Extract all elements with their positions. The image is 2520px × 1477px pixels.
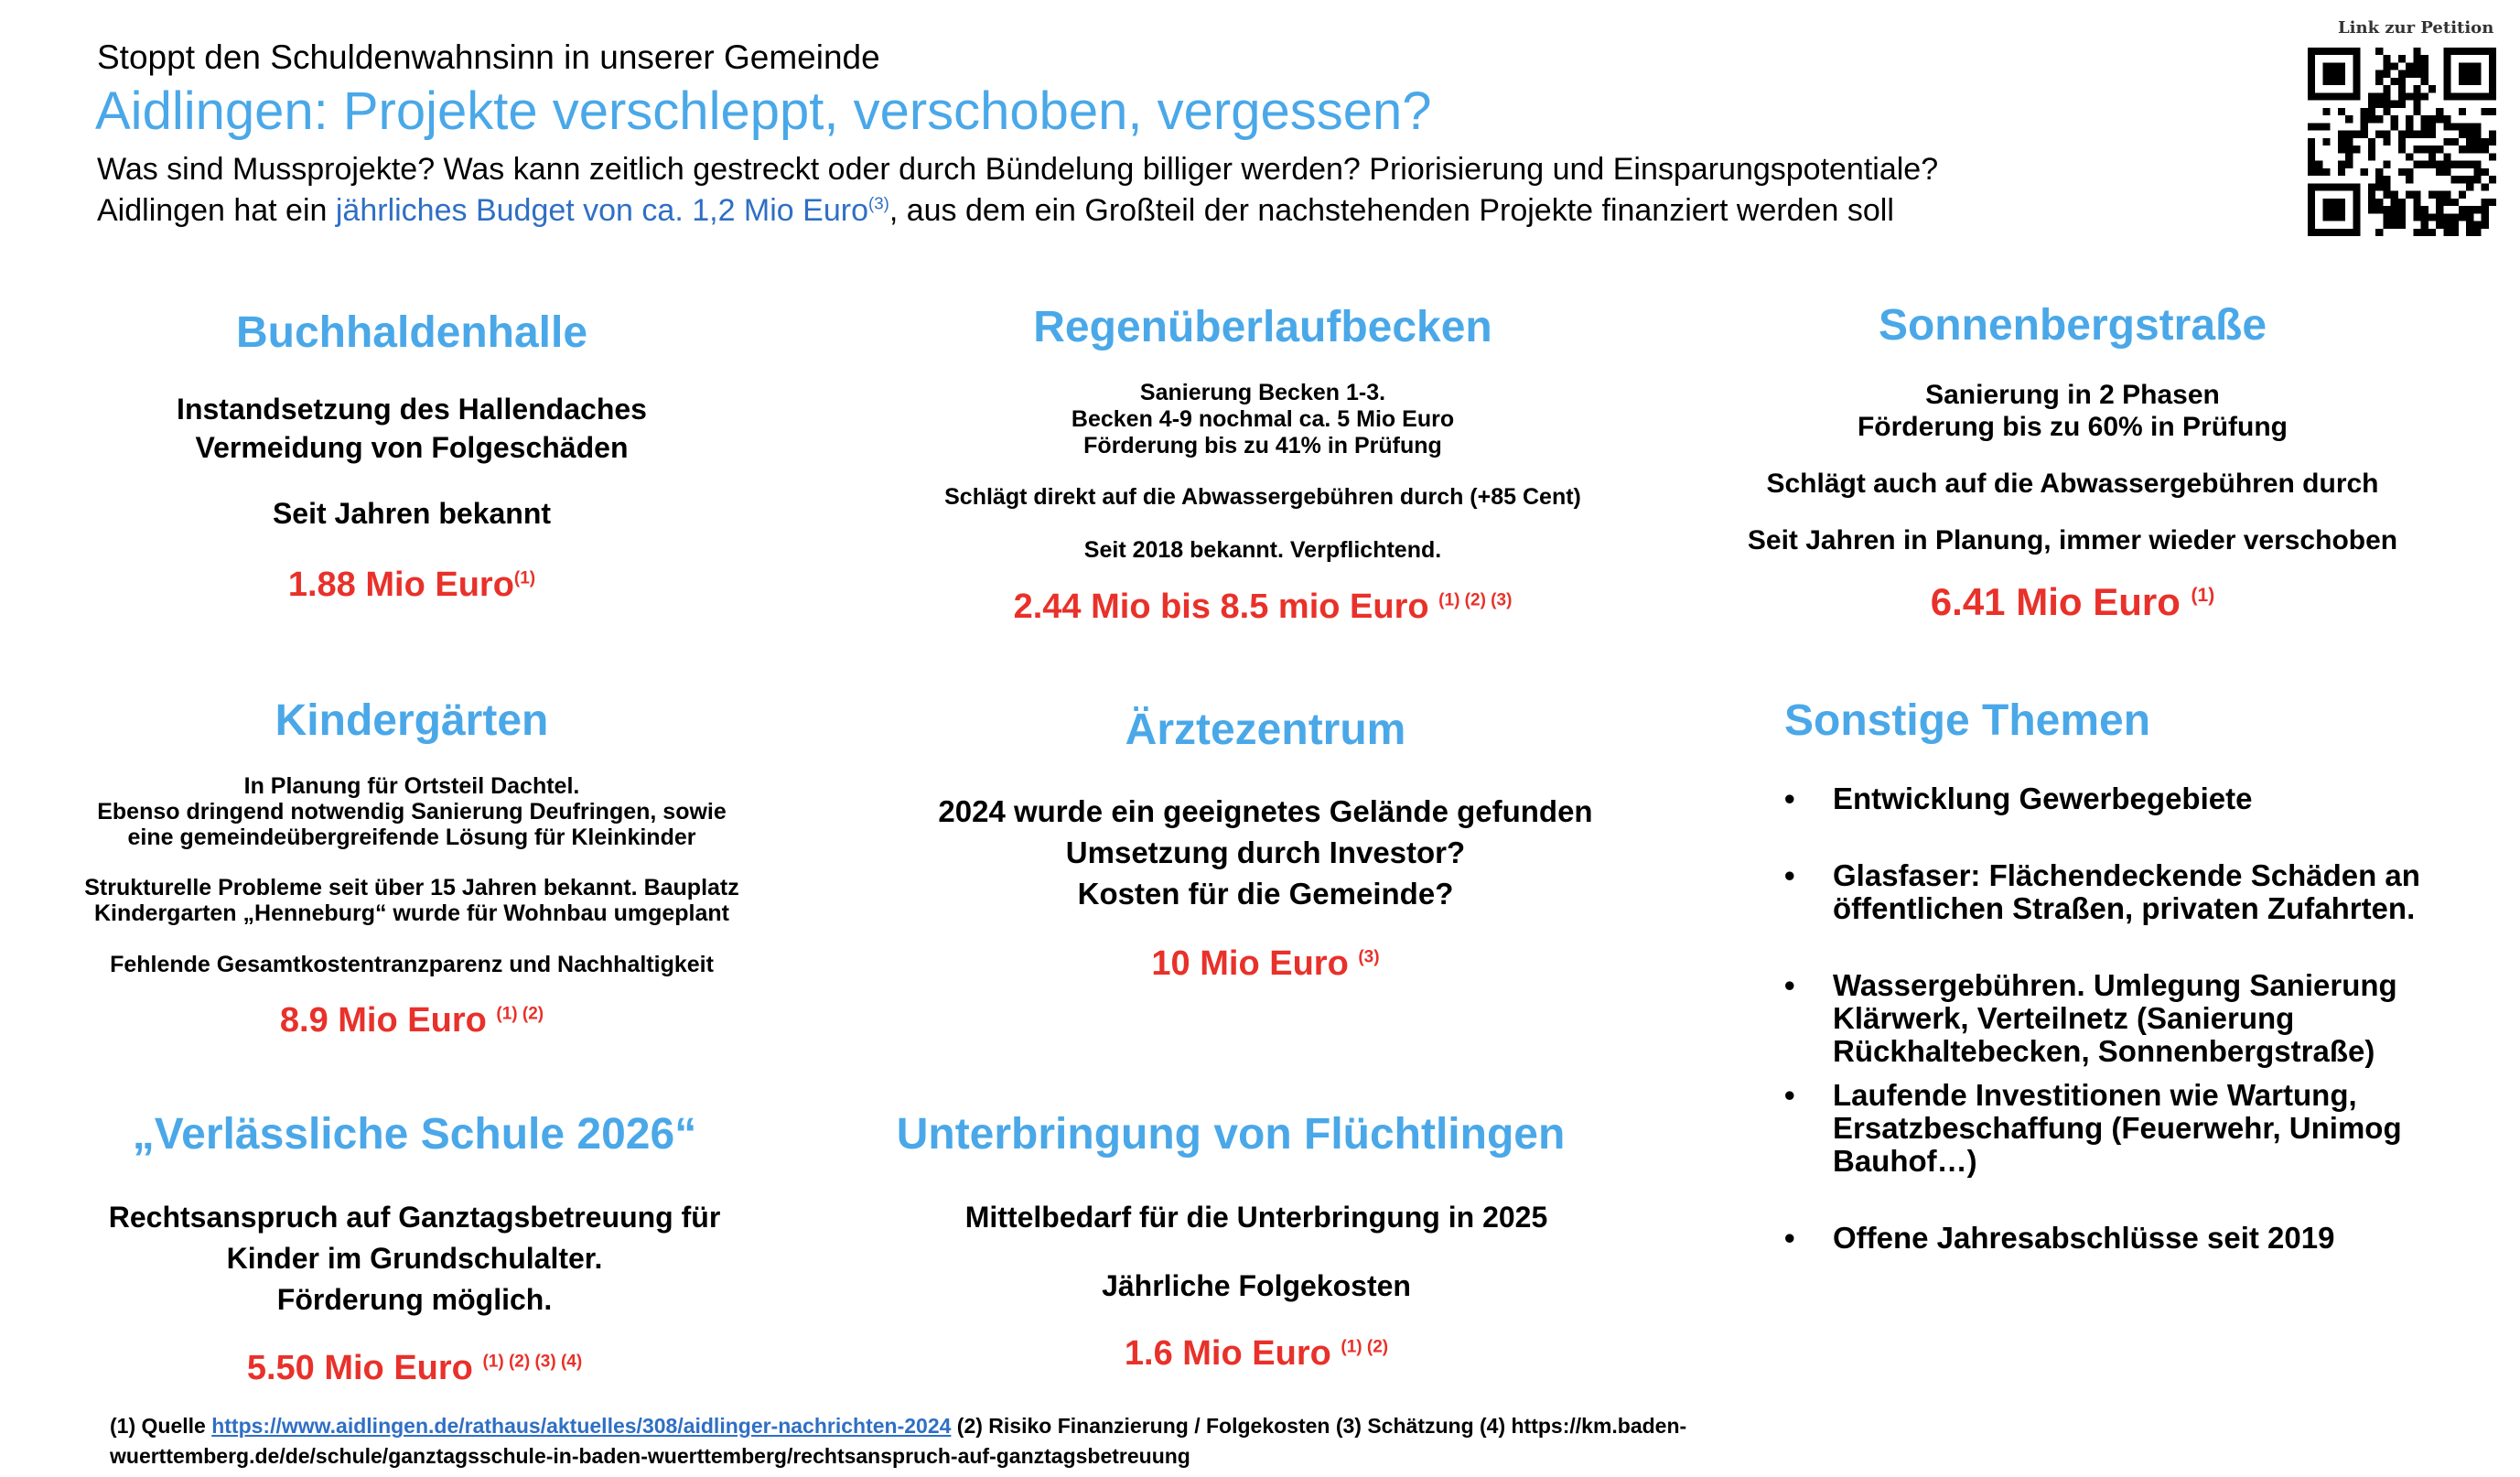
desc-line: Instandsetzung des Hallendaches <box>177 393 647 426</box>
cost-aerzte <box>1151 944 1379 984</box>
regen-desc <box>944 380 1581 564</box>
budget-highlight <box>336 193 889 228</box>
heading-aerztezentrum: Ärztezentrum <box>1125 706 1406 754</box>
desc-line: Becken 4-9 nochmal ca. 5 Mio Euro <box>1071 406 1455 432</box>
qr-code-icon[interactable] <box>2308 48 2496 236</box>
desc-line: Jährliche Folgekosten <box>1102 1269 1411 1302</box>
page-title: Aidlingen: Projekte verschleppt, verschoben, vergessen? <box>95 81 1432 141</box>
questions: Was sind Mussprojekte? Was kann zeitlich gestreckt oder durch Bündelung billiger werden? Priorisierung und Einsparungspotentiale? <box>97 152 1939 187</box>
desc-line: In Planung für Ortsteil Dachtel. <box>243 773 580 799</box>
desc-line: Rechtsanspruch auf Ganztagsbetreuung für <box>108 1201 721 1234</box>
desc-line: Förderung möglich. <box>276 1283 553 1316</box>
desc-line: Förderung bis zu 60% in Prüfung <box>1857 412 2288 442</box>
cost-sonnen <box>1931 580 2214 624</box>
cost-fluecht <box>1125 1334 1388 1374</box>
desc-line: eine gemeindeübergreifende Lösung für Kleinkinder <box>127 825 696 850</box>
footnote-pre: (1) Quelle <box>110 1414 212 1438</box>
cost-value: 5.50 Mio Euro <box>246 1349 473 1387</box>
source-link[interactable]: https://www.aidlingen.de/rathaus/aktuelles/308/aidlinger-nachrichten-2024 <box>211 1414 952 1438</box>
list-item: • Offene Jahresabschlüsse seit 2019 <box>1784 1222 2473 1255</box>
budget-line <box>97 193 1894 229</box>
heading-unterbringung: Unterbringung von Flüchtlingen <box>896 1110 1566 1159</box>
footnote-post: (2) Risiko Finanzierung / Folgekosten (3) Schätzung (4) https://km.baden-wuerttemberg.de/de/schule/ganztagsschule-in-baden-wuerttemberg/rechtsanspruch-auf-ganztagsbetreuung <box>110 1414 1687 1468</box>
cost-value: 1.88 Mio Euro <box>287 566 514 604</box>
cost-regen <box>1014 588 1513 627</box>
budget-highlight-text: jährliches Budget von ca. 1,2 Mio Euro <box>335 193 868 228</box>
kiga-desc <box>84 773 739 977</box>
cost-value: 6.41 Mio Euro <box>1930 580 2181 623</box>
list-item: • Laufende Investitionen wie Wartung, Ersatzbeschaffung (Feuerwehr, Unimog Bauhof…) <box>1784 1079 2473 1178</box>
footnotes <box>110 1411 1848 1472</box>
desc-line: Schlägt auch auf die Abwassergebühren durch <box>1766 469 2379 499</box>
desc-line: Umsetzung durch Investor? <box>1065 836 1466 869</box>
aerzte-desc <box>938 791 1592 914</box>
cost-value: 8.9 Mio Euro <box>279 1001 487 1040</box>
heading-verlaessliche-schule: „Verlässliche Schule 2026“ <box>132 1110 697 1159</box>
desc-line: Ebenso dringend notwendig Sanierung Deufringen, sowie <box>97 799 727 825</box>
desc-line: Kindergarten „Henneburg“ wurde für Wohnbau umgeplant <box>94 900 729 926</box>
cost-buchhaldenhalle <box>288 566 535 605</box>
heading-buchhaldenhalle: Buchhaldenhalle <box>235 308 588 357</box>
heading-sonstige-themen: Sonstige Themen <box>1784 696 2151 745</box>
desc-line: Strukturelle Probleme seit über 15 Jahren bekannt. Bauplatz <box>84 875 739 900</box>
list-item: • Entwicklung Gewerbegebiete <box>1784 782 2473 815</box>
budget-post: , aus dem ein Großteil der nachstehenden Projekte finanziert werden soll <box>888 193 1894 228</box>
desc-line: Sanierung in 2 Phasen <box>1925 380 2220 410</box>
list-item: • Glasfaser: Flächendeckende Schäden an öffentlichen Straßen, privaten Zufahrten. <box>1784 859 2473 925</box>
desc-line: Seit Jahren bekannt <box>272 497 552 530</box>
desc-line: Vermeidung von Folgeschäden <box>195 431 629 464</box>
cost-refs: (3) <box>1358 947 1380 967</box>
heading-kindergaerten: Kindergärten <box>275 696 549 745</box>
qr-label: Link zur Petition <box>2338 18 2494 38</box>
desc-line: Seit 2018 bekannt. Verpflichtend. <box>1083 537 1442 563</box>
budget-pre: Aidlingen hat ein <box>97 193 336 228</box>
cost-value: 2.44 Mio bis 8.5 mio Euro <box>1013 588 1429 626</box>
cost-refs: (1) (2) <box>1341 1337 1389 1357</box>
heading-regenueberlaufbecken: Regenüberlaufbecken <box>1033 303 1492 351</box>
cost-refs: (1) <box>2191 585 2215 606</box>
list-item: • Wassergebühren. Umlegung Sanierung Klärwerk, Verteilnetz (Sanierung Rückhaltebecken, Sonnenbergstraße) <box>1784 969 2473 1068</box>
cost-value: 1.6 Mio Euro <box>1124 1334 1331 1373</box>
cost-kiga <box>280 1001 544 1040</box>
cost-value: 10 Mio Euro <box>1151 944 1349 983</box>
heading-sonnenbergstrasse: Sonnenbergstraße <box>1878 301 2267 350</box>
themes-list <box>1784 782 2473 1255</box>
desc-line: Fehlende Gesamtkostentranzparenz und Nachhaltigkeit <box>110 952 714 977</box>
cost-refs: (1) <box>513 568 536 588</box>
kicker: Stoppt den Schuldenwahnsinn in unserer Gemeinde <box>97 38 880 76</box>
cost-refs: (1) (2) (3) <box>1438 590 1513 610</box>
desc-line: Kosten für die Gemeinde? <box>1077 877 1454 911</box>
desc-line: 2024 wurde ein geeignetes Gelände gefunden <box>938 794 1593 828</box>
desc-line: Kinder im Grundschulalter. <box>226 1242 603 1275</box>
buchhaldenhalle-desc <box>177 390 647 533</box>
sonnen-desc <box>1748 379 2397 556</box>
cost-refs: (1) (2) <box>496 1004 544 1024</box>
budget-ref: (3) <box>867 193 889 213</box>
desc-line: Schlägt direkt auf die Abwassergebühren durch (+85 Cent) <box>944 484 1581 510</box>
desc-line: Sanierung Becken 1-3. <box>1139 380 1386 405</box>
desc-line: Mittelbedarf für die Unterbringung in 2025 <box>964 1201 1548 1234</box>
cost-schule <box>247 1349 582 1388</box>
schule-desc <box>109 1197 721 1321</box>
desc-line: Seit Jahren in Planung, immer wieder verschoben <box>1747 525 2398 555</box>
fluecht-desc <box>965 1197 1548 1307</box>
cost-refs: (1) (2) (3) (4) <box>482 1352 583 1372</box>
desc-line: Förderung bis zu 41% in Prüfung <box>1083 433 1442 458</box>
